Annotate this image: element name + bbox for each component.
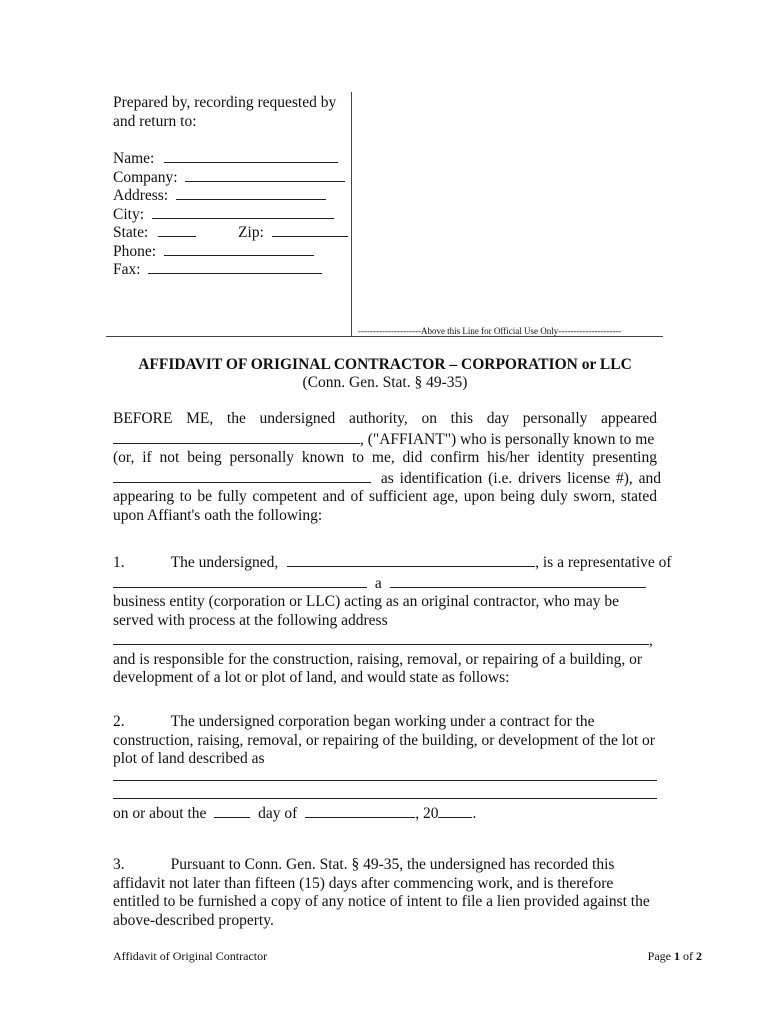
start-day-blank[interactable] bbox=[214, 803, 250, 818]
fax-field: Fax: bbox=[113, 259, 353, 278]
phone-blank[interactable] bbox=[164, 241, 314, 256]
name-field: Name: bbox=[113, 148, 353, 167]
prepared-by-text: Prepared by, recording requested by and return to: bbox=[113, 94, 337, 130]
entity-name-blank[interactable] bbox=[113, 573, 367, 588]
intro-paragraph: BEFORE ME, the undersigned authority, on this day personally appeared , ("AFFIANT") who is personally known to me (or, if not being personally known to me, did confirm his/her identity presenting as identification (i.e. drivers license #), and appearing to be fully competent and of sufficient age, upon being duly sworn, stated upon Affiant's oath the following: bbox=[113, 410, 662, 524]
property-description-line-2[interactable] bbox=[113, 798, 657, 799]
affiant-name-blank[interactable] bbox=[113, 429, 360, 444]
entity-type-blank[interactable] bbox=[390, 573, 646, 588]
official-use-line: ---------------------Above this Line for Official Use Only--------------------- bbox=[358, 326, 622, 336]
property-description-line-1[interactable] bbox=[113, 780, 657, 781]
page-number: Page 1 of 2 bbox=[647, 949, 702, 963]
zip-blank[interactable] bbox=[272, 222, 348, 237]
identification-blank[interactable] bbox=[113, 468, 371, 483]
header-vertical-divider bbox=[351, 92, 352, 337]
state-blank[interactable] bbox=[158, 222, 196, 237]
address-blank[interactable] bbox=[176, 185, 326, 200]
phone-field: Phone: bbox=[113, 241, 353, 260]
document-subtitle: (Conn. Gen. Stat. § 49-35) bbox=[302, 374, 468, 391]
start-month-blank[interactable] bbox=[305, 803, 415, 818]
state-zip-field: State: Zip: bbox=[113, 222, 353, 241]
representative-name-blank[interactable] bbox=[287, 552, 535, 567]
fax-blank[interactable] bbox=[148, 259, 322, 274]
service-address-blank[interactable] bbox=[113, 630, 649, 645]
footer-title: Affidavit of Original Contractor bbox=[113, 949, 268, 963]
return-to-fields bbox=[113, 148, 353, 278]
city-blank[interactable] bbox=[152, 204, 334, 219]
name-blank[interactable] bbox=[164, 148, 338, 163]
paragraph-3: 3. Pursuant to Conn. Gen. Stat. § 49-35, the undersigned has recorded this affidavit not later than fifteen (15) days after commencing work, and is therefore entitled to be furnished a copy of any notice of intent to file a lien provided against the above-described property. bbox=[113, 856, 650, 929]
address-field: Address: bbox=[113, 185, 353, 204]
document-title: AFFIDAVIT OF ORIGINAL CONTRACTOR – CORPORATION or LLC bbox=[138, 356, 632, 373]
start-year-blank[interactable] bbox=[438, 803, 472, 818]
company-field: Company: bbox=[113, 167, 353, 186]
company-blank[interactable] bbox=[185, 167, 345, 182]
paragraph-1: 1. The undersigned, , is a representative of a business entity (corporation or LLC) acting as an original contractor, who may be served with process at the following address , and is responsible for the construction, raising, removal, or repairing of a building, or development of a lot or plot of land, and would state as follows: bbox=[113, 554, 672, 686]
city-field: City: bbox=[113, 204, 353, 223]
header-horizontal-divider bbox=[106, 336, 663, 337]
start-date-line: on or about the day of , 20 . bbox=[113, 805, 477, 822]
paragraph-2: 2. The undersigned corporation began working under a contract for the construction, raising, removal, or repairing of the building, or development of the lot or plot of land described as bbox=[113, 713, 655, 767]
